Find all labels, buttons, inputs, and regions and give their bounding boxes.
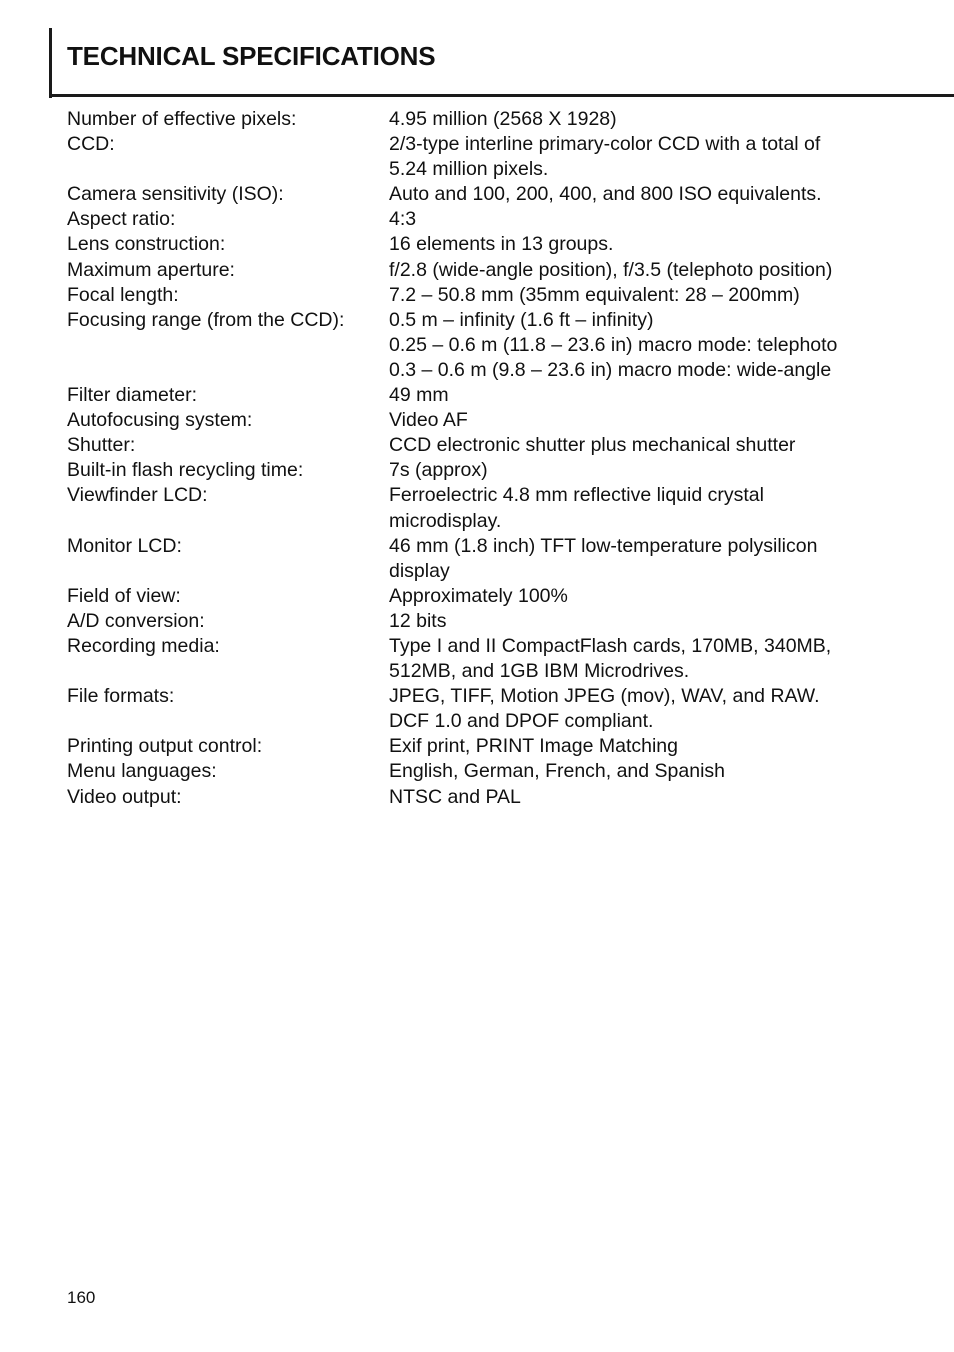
spec-value	[389, 132, 897, 182]
spec-value-line: 4.95 million (2568 X 1928)	[389, 108, 617, 130]
spec-value	[389, 734, 897, 759]
spec-value-line: Type I and II CompactFlash cards, 170MB, 340MB,	[389, 634, 832, 657]
spec-row	[67, 584, 897, 609]
spec-row	[67, 207, 897, 232]
spec-value-line: 0.25 – 0.6 m (11.8 – 23.6 in) macro mode: telephoto	[389, 333, 838, 356]
spec-label: Viewfinder LCD:	[67, 484, 208, 507]
spec-value-line: 46 mm (1.8 inch) TFT low-temperature polysilicon	[389, 534, 818, 557]
header-horizontal-rule	[49, 94, 954, 97]
spec-row	[67, 458, 897, 483]
header-vertical-rule	[49, 28, 52, 98]
spec-value	[389, 232, 897, 257]
spec-label: Autofocusing system:	[67, 409, 253, 432]
spec-value	[389, 534, 897, 584]
spec-row	[67, 258, 897, 283]
spec-value-line: CCD electronic shutter plus mechanical shutter	[389, 434, 796, 457]
spec-value	[389, 258, 897, 283]
spec-row	[67, 609, 897, 634]
spec-value-line: 0.5 m – infinity (1.6 ft – infinity)	[389, 308, 654, 331]
spec-value-line: Approximately 100%	[389, 584, 568, 607]
spec-row	[67, 232, 897, 257]
spec-value-line: f/2.8 (wide-angle position), f/3.5 (telephoto position)	[389, 258, 833, 281]
page-title: TECHNICAL SPECIFICATIONS	[67, 41, 436, 71]
spec-label: Lens construction:	[67, 233, 226, 256]
spec-value	[389, 584, 897, 609]
spec-value-line: 4:3	[389, 208, 417, 231]
spec-label: Printing output control:	[67, 735, 263, 758]
spec-value	[389, 107, 897, 132]
spec-row	[67, 433, 897, 458]
spec-value	[389, 759, 897, 784]
spec-value-line: 49 mm	[389, 384, 449, 407]
spec-label: Built-in flash recycling time:	[67, 459, 304, 482]
spec-label: Shutter:	[67, 434, 136, 457]
spec-value-line: 16 elements in 13 groups.	[389, 233, 614, 256]
spec-label: Field of view:	[67, 584, 181, 607]
spec-value	[389, 283, 897, 308]
spec-value	[389, 433, 897, 458]
spec-label: Monitor LCD:	[67, 534, 182, 557]
spec-label: Camera sensitivity (ISO):	[67, 183, 284, 206]
spec-value-line: DCF 1.0 and DPOF compliant.	[389, 710, 654, 733]
page-number: 160	[67, 1288, 96, 1307]
spec-value-line: microdisplay.	[389, 509, 502, 532]
spec-row	[67, 383, 897, 408]
spec-value	[389, 634, 897, 684]
spec-row	[67, 182, 897, 207]
spec-value-line: NTSC and PAL	[389, 785, 521, 808]
spec-value-line: JPEG, TIFF, Motion JPEG (mov), WAV, and RAW.	[389, 685, 820, 708]
spec-label: Filter diameter:	[67, 384, 198, 407]
spec-row	[67, 734, 897, 759]
spec-row	[67, 759, 897, 784]
spec-value	[389, 785, 897, 810]
spec-row	[67, 684, 897, 734]
spec-row	[67, 534, 897, 584]
spec-label: File formats:	[67, 685, 175, 708]
spec-value-line: 2/3-type interline primary-color CCD with a total of	[389, 133, 821, 156]
spec-row	[67, 634, 897, 684]
spec-value-line: 0.3 – 0.6 m (9.8 – 23.6 in) macro mode: wide-angle	[389, 358, 832, 381]
spec-value-line: 7s (approx)	[389, 459, 488, 482]
spec-value-line: 12 bits	[389, 609, 447, 632]
spec-label: Menu languages:	[67, 760, 217, 783]
spec-value	[389, 483, 897, 533]
spec-value	[389, 458, 897, 483]
spec-value-line: English, German, French, and Spanish	[389, 760, 726, 783]
spec-row	[67, 483, 897, 533]
spec-value	[389, 182, 897, 207]
spec-table	[67, 107, 897, 810]
spec-label: CCD:	[67, 133, 115, 156]
spec-value-line: Ferroelectric 4.8 mm reflective liquid crystal	[389, 484, 764, 507]
spec-row	[67, 785, 897, 810]
spec-row	[67, 408, 897, 433]
spec-label: Video output:	[67, 785, 182, 808]
spec-row	[67, 283, 897, 308]
spec-label: Number of effective pixels:	[67, 108, 297, 130]
spec-label: Maximum aperture:	[67, 258, 235, 281]
spec-value-line: 512MB, and 1GB IBM Microdrives.	[389, 660, 690, 683]
spec-value-line: Video AF	[389, 409, 468, 432]
spec-value	[389, 308, 897, 383]
spec-value	[389, 609, 897, 634]
spec-value	[389, 684, 897, 734]
spec-value	[389, 207, 897, 232]
spec-value	[389, 383, 897, 408]
spec-value-line: 5.24 million pixels.	[389, 158, 549, 181]
spec-label: A/D conversion:	[67, 609, 205, 632]
spec-value-line: Exif print, PRINT Image Matching	[389, 735, 678, 758]
spec-row	[67, 308, 897, 383]
spec-value-line: display	[389, 559, 450, 582]
spec-label: Recording media:	[67, 634, 220, 657]
spec-label: Focal length:	[67, 283, 179, 306]
spec-label: Aspect ratio:	[67, 208, 176, 231]
spec-row	[67, 132, 897, 182]
spec-value-line: Auto and 100, 200, 400, and 800 ISO equivalents.	[389, 183, 822, 206]
spec-value	[389, 408, 897, 433]
spec-row	[67, 107, 897, 132]
spec-value-line: 7.2 – 50.8 mm (35mm equivalent: 28 – 200mm)	[389, 283, 800, 306]
spec-label: Focusing range (from the CCD):	[67, 308, 345, 331]
